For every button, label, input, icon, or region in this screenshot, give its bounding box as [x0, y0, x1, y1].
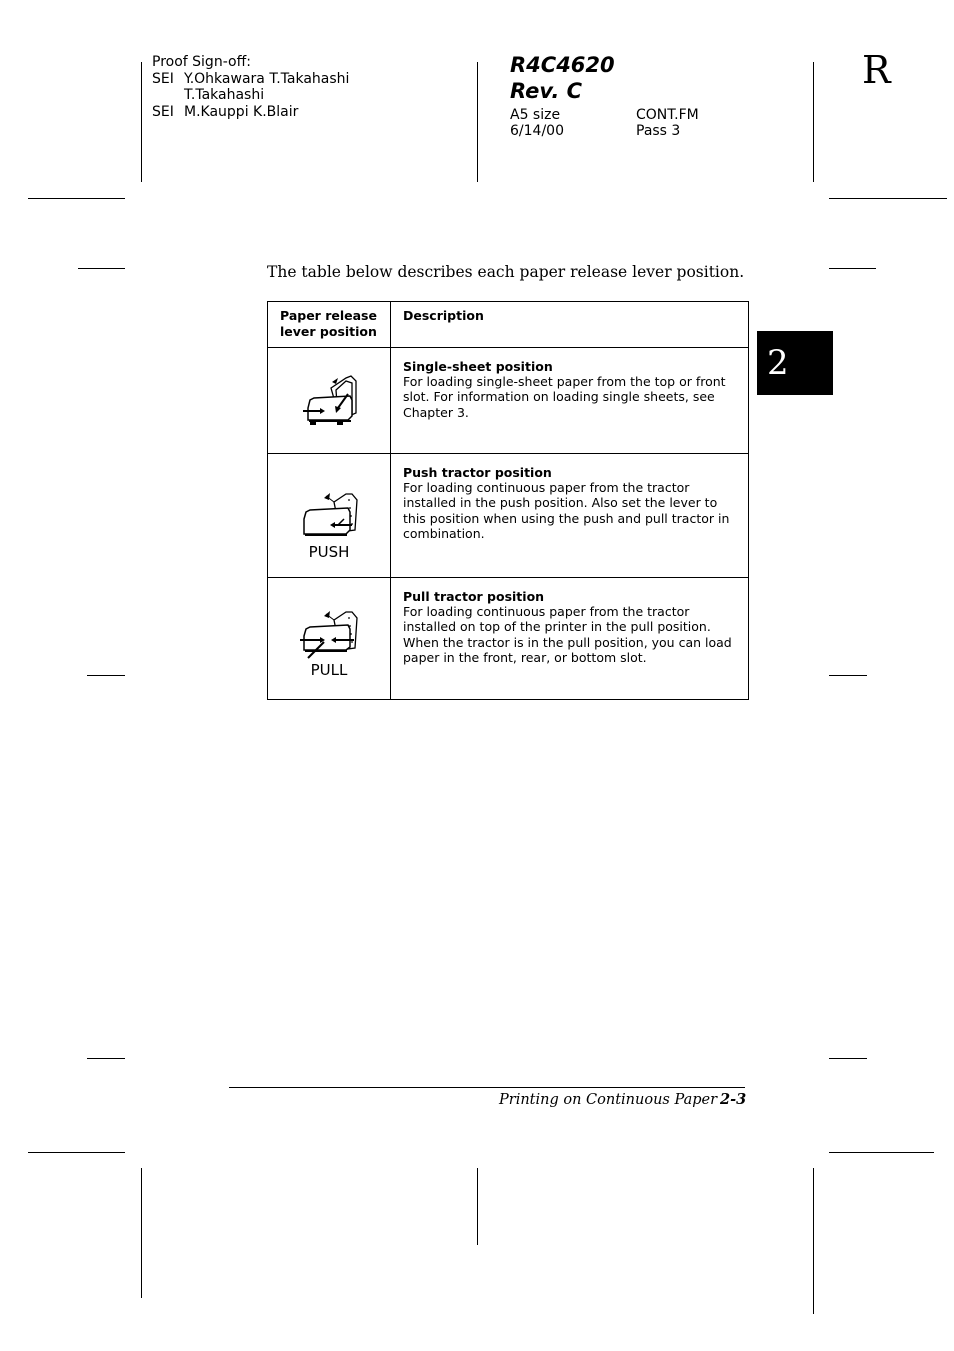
table-header-row	[268, 302, 749, 348]
signoff-names: T.Takahashi	[184, 87, 265, 103]
document-date: 6/14/00	[510, 123, 564, 139]
lever-icon-cell	[268, 454, 391, 578]
crop-mark	[141, 1168, 142, 1298]
crop-mark	[28, 198, 125, 199]
signoff-org: SEI	[152, 104, 174, 120]
row-text: For loading continuous paper from the tractor installed in the push position. Also set the lever to this position when using the push and pull tractor in combination.	[403, 480, 730, 541]
signoff-org: SEI	[152, 71, 174, 87]
crop-mark	[87, 675, 125, 676]
crop-mark	[477, 62, 478, 182]
row-description	[391, 454, 748, 541]
single-sheet-lever-icon	[268, 348, 391, 452]
crop-mark	[829, 1058, 867, 1059]
row-title: Single-sheet position	[403, 359, 553, 374]
footer-rule	[229, 1087, 745, 1088]
description-cell	[391, 454, 749, 578]
row-description	[391, 578, 748, 665]
row-text: For loading single-sheet paper from the top or front slot. For information on loading single sheets, see Chapter 3.	[403, 374, 726, 420]
intro-text: The table below describes each paper release lever position.	[267, 263, 745, 281]
crop-mark	[87, 1058, 125, 1059]
file-name: CONT.FM	[636, 107, 699, 123]
signoff-names: Y.Ohkawara T.Takahashi	[184, 71, 350, 87]
crop-mark	[813, 62, 814, 182]
page-number: 2-3	[720, 1091, 747, 1108]
document-revision: Rev. C	[510, 79, 583, 103]
row-title: Push tractor position	[403, 465, 552, 480]
table-header-cell	[391, 302, 749, 348]
lever-icon-label: PULL	[310, 661, 348, 679]
crop-mark	[141, 62, 142, 182]
crop-mark	[28, 1152, 125, 1153]
row-description	[391, 348, 748, 420]
crop-mark	[829, 1152, 934, 1153]
chapter-tab: 2	[757, 331, 833, 395]
crop-mark	[813, 1168, 814, 1314]
proof-signoff-label: Proof Sign-off:	[152, 54, 251, 70]
crop-mark	[78, 268, 125, 269]
column-header-description: Description	[403, 308, 484, 323]
table-header-cell	[268, 302, 391, 348]
crop-mark	[829, 198, 947, 199]
crop-mark	[477, 1168, 478, 1245]
table-row	[268, 348, 749, 454]
lever-position-table	[267, 301, 749, 700]
row-text: For loading continuous paper from the tractor installed on top of the printer in the pull position. When the tractor is in the pull position, you can load paper in the front, rear, or bottom slot.	[403, 604, 732, 665]
lever-icon-cell	[268, 578, 391, 700]
page-size: A5 size	[510, 107, 561, 123]
table-row	[268, 578, 749, 700]
footer-title: Printing on Continuous Paper	[499, 1092, 718, 1108]
table-row	[268, 454, 749, 578]
column-header-lever-position: Paper release lever position	[280, 308, 377, 339]
crop-mark	[829, 268, 876, 269]
crop-mark	[829, 675, 867, 676]
description-cell	[391, 348, 749, 454]
pass-number: Pass 3	[636, 123, 681, 139]
signoff-names: M.Kauppi K.Blair	[184, 104, 299, 120]
lever-icon-cell	[268, 348, 391, 454]
document-code: R4C4620	[510, 53, 615, 77]
lever-icon-label: PUSH	[308, 543, 350, 561]
row-title: Pull tractor position	[403, 589, 545, 604]
description-cell	[391, 578, 749, 700]
corner-mark: R	[862, 48, 891, 92]
